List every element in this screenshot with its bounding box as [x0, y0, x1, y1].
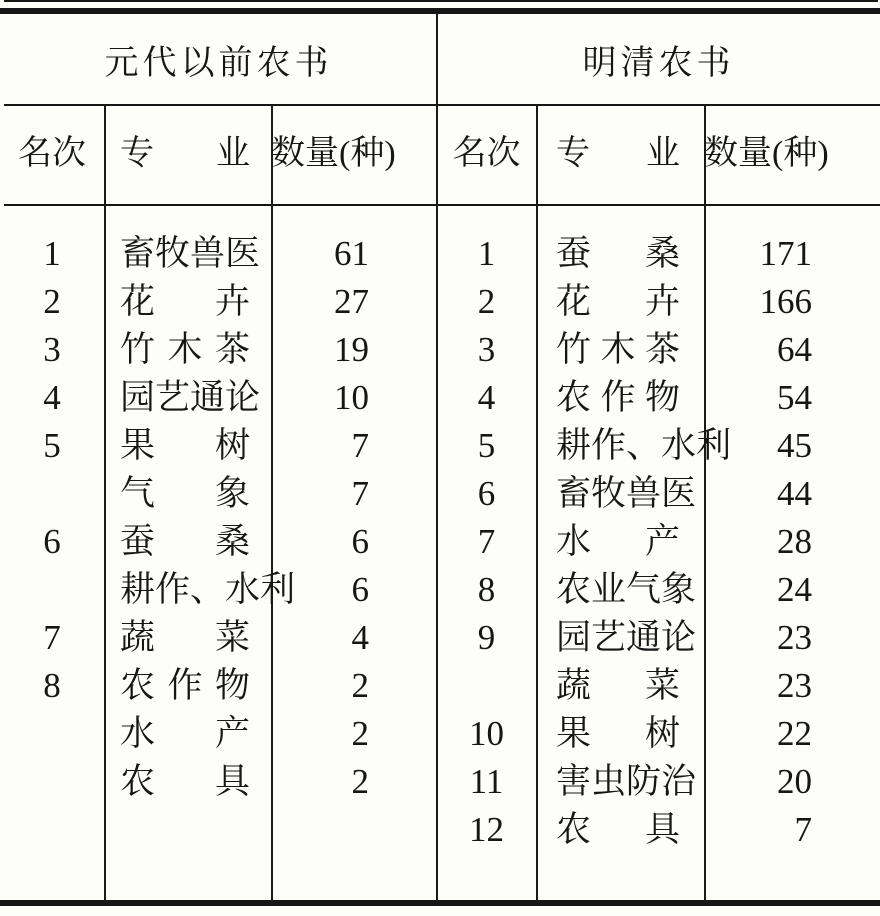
table-body-ming-qing — [437, 204, 880, 900]
specialty-text: 农 具 — [120, 762, 250, 801]
rank-cell: 1 — [43, 234, 61, 273]
quantity-cell: 166 — [759, 282, 812, 321]
quantity-cell: 20 — [777, 762, 812, 801]
quantity-cell: 45 — [777, 426, 812, 465]
specialty-cell — [536, 806, 704, 854]
table-row — [437, 278, 880, 326]
quantity-cell: 7 — [351, 474, 369, 513]
specialty-text: 畜 牧 兽 医 — [120, 234, 261, 273]
rank-cell: 12 — [469, 810, 504, 849]
rank-cell: 8 — [477, 570, 496, 609]
quantity-cell: 22 — [777, 714, 812, 753]
specialty-cell — [104, 758, 271, 806]
quantity-cell: 6 — [351, 522, 369, 561]
table-row — [437, 662, 880, 710]
specialty-text: 园 艺 通 论 — [120, 378, 261, 417]
specialty-cell — [104, 374, 271, 422]
rank-cell: 11 — [469, 762, 504, 801]
specialty-text: 竹 木 茶 — [120, 330, 250, 369]
quantity-cell: 44 — [777, 474, 812, 513]
table-row — [437, 518, 880, 566]
table-row — [437, 230, 880, 278]
specialty-cell — [536, 710, 704, 758]
rank-cell: 4 — [43, 378, 61, 417]
specialty-text: 畜 牧 兽 医 — [556, 474, 697, 513]
quantity-cell: 54 — [777, 378, 812, 417]
specialty-text: 蔬 菜 — [120, 618, 250, 657]
specialty-text: 害 虫 防 治 — [556, 762, 697, 801]
quantity-cell: 10 — [334, 378, 369, 417]
quantity-cell: 27 — [334, 282, 369, 321]
specialty-text: 果 树 — [556, 714, 680, 753]
specialty-cell — [104, 470, 271, 518]
quantity-cell: 4 — [351, 618, 369, 657]
panel-ming-qing — [437, 14, 880, 900]
table-row — [0, 566, 437, 614]
rank-cell: 7 — [477, 522, 496, 561]
specialty-cell — [104, 422, 271, 470]
specialty-cell — [104, 710, 271, 758]
column-header-quantity: 数量(种) — [704, 135, 829, 172]
quantity-cell: 7 — [351, 426, 369, 465]
column-header-row — [437, 104, 880, 204]
table-row — [0, 374, 437, 422]
specialty-cell — [536, 278, 704, 326]
specialty-text: 花 卉 — [556, 282, 680, 321]
table-row — [0, 230, 437, 278]
table-body-pre-yuan — [0, 204, 437, 900]
specialty-cell — [104, 566, 296, 614]
specialty-cell — [104, 230, 271, 278]
specialty-text: 果 树 — [120, 426, 250, 465]
column-header-rank: 名次 — [452, 135, 521, 172]
quantity-cell: 2 — [351, 714, 369, 753]
quantity-cell: 24 — [777, 570, 812, 609]
specialty-cell — [104, 278, 271, 326]
specialty-cell — [536, 518, 704, 566]
column-header-specialty — [104, 130, 271, 178]
table-row — [0, 758, 437, 806]
rank-cell: 6 — [43, 522, 61, 561]
column-header-rank: 名次 — [18, 135, 86, 172]
specialty-text: 蔬 菜 — [556, 666, 680, 705]
rank-cell: 9 — [477, 618, 496, 657]
quantity-cell: 23 — [777, 666, 812, 705]
table-row — [437, 614, 880, 662]
specialty-cell — [536, 614, 704, 662]
specialty-cell — [104, 518, 271, 566]
column-header-specialty — [536, 130, 704, 178]
rank-cell: 3 — [43, 330, 61, 369]
specialty-text: 蚕 桑 — [556, 234, 680, 273]
rank-cell: 5 — [43, 426, 61, 465]
quantity-cell: 61 — [334, 234, 369, 273]
rank-cell: 4 — [477, 378, 496, 417]
specialty-text: 花 卉 — [120, 282, 250, 321]
specialty-text: 农 具 — [556, 810, 680, 849]
specialty-cell — [536, 326, 704, 374]
table-row — [0, 662, 437, 710]
specialty-text: 耕 作 、 水 利 — [120, 570, 296, 609]
panel-title-ming-qing: 明清农书 — [582, 44, 735, 82]
rank-cell: 5 — [477, 426, 496, 465]
rank-cell: 8 — [43, 666, 61, 705]
table-row — [437, 470, 880, 518]
top-thin-rule — [4, 0, 878, 2]
specialty-text: 园 艺 通 论 — [556, 618, 697, 657]
quantity-cell: 171 — [759, 234, 812, 273]
specialty-cell — [536, 230, 704, 278]
rank-cell: 1 — [477, 234, 496, 273]
quantity-cell: 23 — [777, 618, 812, 657]
table-row — [0, 326, 437, 374]
rank-cell: 10 — [469, 714, 504, 753]
column-header-specialty-text: 专 业 — [556, 135, 680, 172]
specialty-cell — [536, 566, 704, 614]
table-row — [437, 422, 880, 470]
specialty-cell — [536, 758, 704, 806]
specialty-text: 蚕 桑 — [120, 522, 250, 561]
table-row — [0, 710, 437, 758]
quantity-cell: 7 — [794, 810, 812, 849]
panel-title-pre-yuan: 元代以前农书 — [104, 44, 333, 82]
specialty-cell — [536, 422, 732, 470]
table-row — [437, 806, 880, 854]
rank-cell: 3 — [477, 330, 496, 369]
specialty-text: 农 作 物 — [120, 666, 250, 705]
specialty-cell — [104, 326, 271, 374]
rank-cell: 7 — [43, 618, 61, 657]
quantity-cell: 2 — [351, 666, 369, 705]
specialty-text: 气 象 — [120, 474, 250, 513]
rank-cell: 6 — [477, 474, 496, 513]
specialty-text: 水 产 — [120, 714, 250, 753]
table-row — [437, 326, 880, 374]
rank-cell: 2 — [477, 282, 496, 321]
specialty-text: 竹 木 茶 — [556, 330, 680, 369]
bottom-thick-rule — [0, 900, 880, 906]
specialty-cell — [104, 614, 271, 662]
specialty-text: 耕 作 、 水 利 — [556, 426, 732, 465]
quantity-cell: 64 — [777, 330, 812, 369]
quantity-cell: 19 — [334, 330, 369, 369]
column-header-row — [0, 104, 437, 204]
specialty-text: 农 业 气 象 — [556, 570, 697, 609]
column-header-quantity: 数量(种) — [271, 135, 396, 172]
quantity-cell: 28 — [777, 522, 812, 561]
specialty-cell — [104, 662, 271, 710]
specialty-cell — [536, 662, 704, 710]
table-row — [0, 278, 437, 326]
table-row — [0, 518, 437, 566]
table-row — [0, 614, 437, 662]
panel-pre-yuan — [0, 14, 437, 900]
table-row — [0, 470, 437, 518]
specialty-cell — [536, 470, 704, 518]
table-row — [437, 566, 880, 614]
rank-cell: 2 — [43, 282, 61, 321]
quantity-cell: 6 — [351, 570, 369, 609]
specialty-text: 水 产 — [556, 522, 680, 561]
table-row — [0, 422, 437, 470]
column-header-specialty-text: 专 业 — [120, 135, 250, 172]
table-row — [437, 710, 880, 758]
specialty-text: 农 作 物 — [556, 378, 680, 417]
quantity-cell: 2 — [351, 762, 369, 801]
table-row — [437, 374, 880, 422]
table-row — [437, 758, 880, 806]
specialty-cell — [536, 374, 704, 422]
